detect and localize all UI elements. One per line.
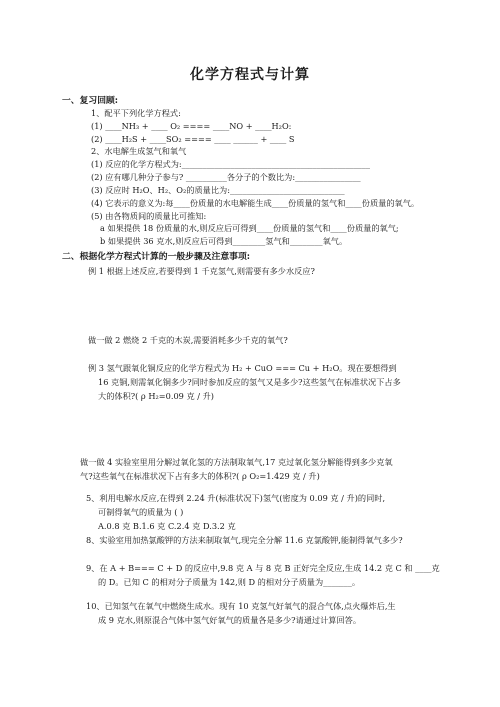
question-5-line2: 可制得氧气的质量为 ( ) [98, 507, 184, 517]
question-10-line2: 成 9 克水,则原混合气体中氢气好氧气的质量各是多少?请通过计算回答。 [98, 615, 362, 625]
example-3-line1: 例 3 氢气跟氧化铜反应的化学方程式为 H₂ + CuO === Cu + H₂O。现在要想得到 [88, 363, 397, 373]
question-1-2: (2) 应有哪几种分子参与? __________各分子的个数比为:________________ [91, 172, 361, 182]
question-10-line1: 10、已知氢气在氧气中燃烧生成水。现有 10 克氢气好氧气的混合气体,点火爆炸后,生 [86, 601, 396, 611]
try-4-line2: 气?这些氧气在标准状况下占有多大的体积?( ρ O₂=1.429 克 / 升) [80, 471, 320, 481]
question-1-b: b 如果提供 36 克水,则反应后可得到________氢气和________氧气。 [100, 236, 348, 246]
question-1-4: (4) 它表示的意义为:每____份质量的水电解能生成____份质量的氢气和____份质量的氧气。 [91, 198, 420, 208]
question-5-options: A.0.8 克 B.1.6 克 C.2.4 克 D.3.2 克 [98, 521, 236, 531]
page-title: 化学方程式与计算 [190, 67, 310, 83]
section1-heading: 一、复习回顾: [62, 96, 119, 106]
question-1-a: a 如果提供 18 份质量的水,则反应后可得到____份质量的氢气和____份质量的氧气; [100, 223, 399, 233]
example-1: 例 1 根据上述反应,若要得到 1 千克氢气,则需要有多少水反应? [88, 266, 315, 276]
question-8: 8、实验室用加热氯酸钾的方法来制取氧气,现完全分解 11.6 克氯酸钾,能制得氧气多少? [86, 535, 403, 545]
question-5-line1: 5、利用电解水反应,在得到 2.24 升(标准状况下)氢气(密度为 0.09 克 / 升)的同时, [86, 493, 386, 503]
example-3-line2: 16 克铜,则需氧化铜多少?同时参加反应的氢气又是多少?这些氢气在标准状况下占多 [98, 377, 401, 387]
example-3-line3: 大的体积?( ρ H₂=0.09 克 / 升) [98, 391, 215, 401]
question-1-1: (1) 反应的化学方程式为:______________________________________________ [91, 159, 370, 169]
equation-2: (2) ____H₂S + ____SO₂ ==== ____ ______ + ____ S [91, 134, 295, 144]
try-4-line1: 做一做 4 实验室里用分解过氧化氢的方法制取氧气,17 克过氧化氢分解能得到多少克氧 [80, 457, 393, 467]
section2-heading: 二、根据化学方程式计算的一般步骤及注意事项: [62, 252, 250, 262]
equation-1: (1) ____NH₃ + ____ O₂ ==== ____NO + ____H₂O: [91, 121, 292, 131]
question-9-line1: 9、在 A + B=== C + D 的反应中,9.8 克 A 与 8 克 B 正好完全反应,生成 14.2 克 C 和 ____克 [86, 563, 440, 573]
item2-label: 2、水电解生成氢气和氧气 [91, 146, 187, 156]
question-1-5: (5) 由各物质间的质量比可推知: [91, 211, 207, 221]
question-9-line2: 的 D。已知 C 的相对分子质量为 142,则 D 的相对分子质量为_______。 [98, 577, 361, 587]
try-2: 做一做 2 燃烧 2 千克的木炭,需要消耗多少千克的氧气? [88, 335, 288, 345]
item1-label: 1、配平下列化学方程式: [91, 108, 181, 118]
question-1-3: (3) 反应时 H₂O、H₂、O₂的质量比为:____________________________ [91, 185, 345, 195]
